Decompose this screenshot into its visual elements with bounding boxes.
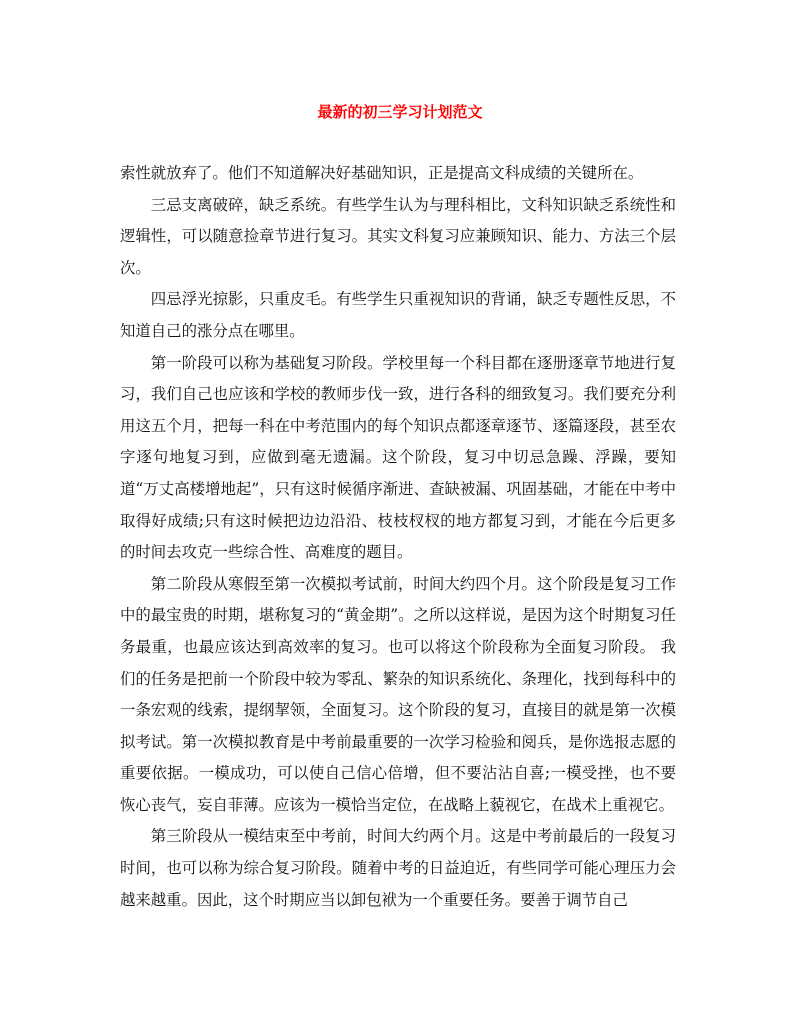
paragraph-stage-one: 第一阶段可以称为基础复习阶段。学校里每一个科目都在逐册逐章节地进行复习，我们自己也应该和学校的教师步伐一致，进行各科的细致复习。我们要充分利用这五个月，把每一科在中考范围内的每个知识点都逐章逐节、逐篇逐段，甚至农字逐句地复习到，应做到毫无遗漏。这个阶段，复习中切忌急躁、浮躁，要知道“万丈高楼增地起”，只有这时候循序渐进、查缺被漏、巩固基础，才能在中考中取得好成绩;只有这时候把边边沿沿、枝枝杈杈的地方都复习到，才能在今后更多的时间去攻克一些综合性、高难度的题目。 [120,353,676,562]
document-title: 最新的初三学习计划范文 [317,103,483,121]
paragraph-continuation: 索性就放弃了。他们不知道解决好基础知识，正是提高文科成绩的关键所在。 [120,164,644,182]
paragraph-fourth-taboo: 四忌浮光掠影，只重皮毛。有些学生只重视知识的背诵，缺乏专题性反思，不知道自己的涨分点在哪里。 [120,290,676,340]
paragraph-third-taboo: 三忌支离破碎，缺乏系统。有些学生认为与理科相比，文科知识缺乏系统性和逻辑性，可以随意捡章节进行复习。其实文科复习应兼顾知识、能力、方法三个层次。 [120,195,676,277]
paragraph-stage-three: 第三阶段从一模结束至中考前，时间大约两个月。这是中考前最后的一段复习时间，也可以称为综合复习阶段。随着中考的日益迫近，有些同学可能心理压力会越来越重。因此，这个时期应当以卸包袱为一个重要任务。要善于调节自己 [120,827,676,909]
document-body [120,158,676,916]
paragraph-stage-two: 第二阶段从寒假至第一次模拟考试前，时间大约四个月。这个阶段是复习工作中的最宝贵的时期，堪称复习的“黄金期”。之所以这样说，是因为这个时期复习任务最重，也最应该达到高效率的复习。也可以将这个阶段称为全面复习阶段。 我们的任务是把前一个阶段中较为零乱、繁杂的知识系统化、条理化，找到每科中的一条宏观的线索，提纲挈领，全面复习。这个阶段的复习，直接目的就是第一次模拟考试。第一次模拟教育是中考前最重要的一次学习检验和阅兵，是你选报志愿的重要依据。一模成功，可以使自己信心倍增，但不要沾沾自喜;一模受挫，也不要恢心丧气，妄自菲薄。应该为一模恰当定位，在战略上藐视它，在战术上重视它。 [120,574,676,814]
